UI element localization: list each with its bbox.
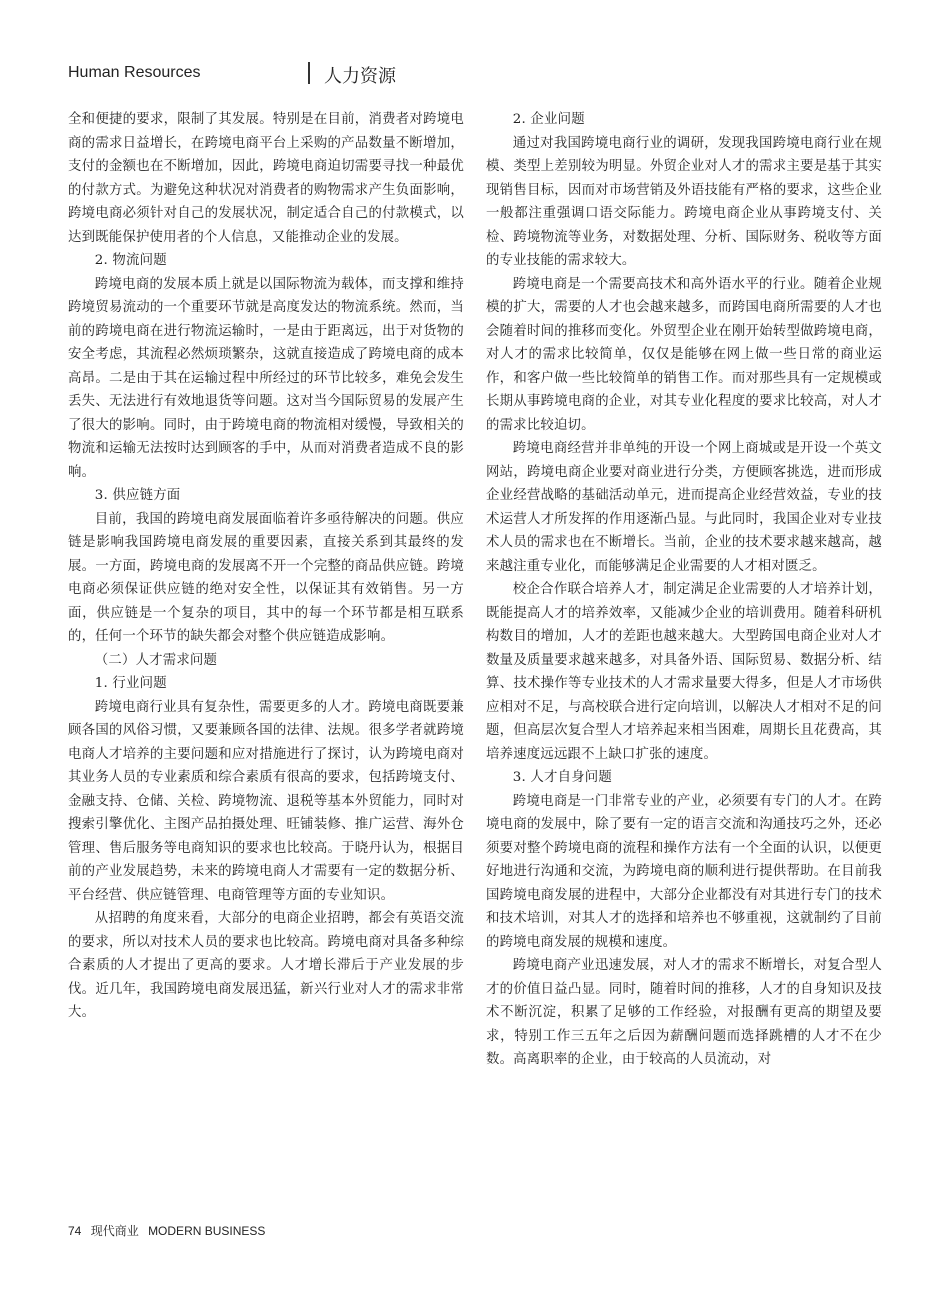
paragraph: 目前，我国的跨境电商发展面临着许多亟待解决的问题。供应链是影响我国跨境电商发展的重要因素，直接关系到其最终的发展。一方面，跨境电商的发展离不开一个完整的商品供应链。跨境电商必须保证供应链的绝对安全性，以保证其有效销售。另一方面，供应链是一个复杂的项目，其中的每一个环节都是相互联系的，任何一个环节的缺失都会对整个供应链造成影响。 [68,511,464,644]
paragraph: 跨境电商的发展本质上就是以国际物流为载体，而支撑和维持跨境贸易流动的一个重要环节就是高度发达的物流系统。然而，当前的跨境电商在进行物流运输时，一是由于距离远，出于对货物的安全考虑，其流程必然烦琐繁杂，这就直接造成了跨境电商的成本高昂。二是由于其在运输过程中所经过的环节比较多，难免会发生丢失、无法进行有效地退货等问题。这对当今国际贸易的发展产生了很大的影响。同时，由于跨境电商的物流相对缓慢，导致相关的物流和运输无法按时达到顾客的手中，从而对消费者造成不良的影响。 [68,276,464,480]
section-title-cn: 人力资源 [324,66,396,87]
paragraph: 跨境电商产业迅速发展，对人才的需求不断增长，对复合型人才的价值日益凸显。同时，随着时间的推移，人才的自身知识及技术不断沉淀，积累了足够的工作经验，对报酬有更高的期望及要求，特别工作三五年之后因为薪酬问题而选择跳槽的人才不在少数。高离职率的企业，由于较高的人员流动，对 [486,958,882,1067]
paragraph: 跨境电商是一个需要高技术和高外语水平的行业。随着企业规模的扩大，需要的人才也会越来越多，而跨国电商所需要的人才也会随着时间的推移而变化。外贸型企业在刚开始转型做跨境电商，对人才的需求比较简单，仅仅是能够在网上做一些日常的商业运作，和客户做一些比较简单的销售工作。而对那些具有一定规模或长期从事跨境电商的企业，对其专业化程度的要求比较高，对人才的需求比较迫切。 [486,276,882,433]
paragraph: 跨境电商经营并非单纯的开设一个网上商城或是开设一个英文网站，跨境电商企业要对商业进行分类，方便顾客挑选，进而形成企业经营战略的基础活动单元，进而提高企业经营效益，专业的技术运营人才所发挥的作用逐渐凸显。与此同时，我国企业对专业技术人员的需求也在不断增长。当前，企业的技术要求越来越高，越来越注重专业化，而能够满足企业需要的人才相对匮乏。 [486,441,882,574]
paragraph: 跨境电商行业具有复杂性，需要更多的人才。跨境电商既要兼顾各国的风俗习惯，又要兼顾各国的法律、法规。很多学者就跨境电商人才培养的主要问题和应对措施进行了探讨，认为跨境电商对其业务人员的专业素质和综合素质有很高的要求，包括跨境支付、金融支持、仓储、关检、跨境物流、退税等基本外贸能力，同时对搜索引擎优化、主图产品拍摄处理、旺铺装修、推广运营、海外仓管理、售后服务等电商知识的要求也比较高。于晓丹认为，根据目前的产业发展趋势，未来的跨境电商人才需要有一定的数据分析、平台经营、供应链管理、电商管理等方面的专业知识。 [68,699,464,903]
header-divider [308,62,310,84]
journal-name-en: MODERN BUSINESS [148,1224,266,1238]
page-footer [68,1222,271,1239]
paragraph: 从招聘的角度来看，大部分的电商企业招聘，都会有英语交流的要求，所以对技术人员的要求也比较高。跨境电商对具备多种综合素质的人才提出了更高的要求。人才增长滞后于产业发展的步伐。近几年，我国跨境电商发展迅猛，新兴行业对人才的需求非常大。 [68,911,464,1020]
paragraph: 全和便捷的要求，限制了其发展。特别是在目前，消费者对跨境电商的需求日益增长，在跨境电商平台上采购的产品数量不断增加，支付的金额也在不断增加，因此，跨境电商迫切需要寻找一种最优的付款方式。为避免这种状况对消费者的购物需求产生负面影响，跨境电商必须针对自己的发展状况，制定适合自己的付款模式，以达到既能保护使用者的个人信息，又能推动企业的发展。 [68,112,464,245]
page-number: 74 [68,1224,82,1238]
subheading: 2. 企业问题 [512,112,585,127]
subheading: 1. 行业问题 [94,676,167,691]
right-column [486,108,882,1072]
section-title-en: Human Resources [68,64,201,81]
paragraph: 跨境电商是一门非常专业的产业，必须要有专门的人才。在跨境电商的发展中，除了要有一定的语言交流和沟通技巧之外，还必须要对整个跨境电商的流程和操作方法有一个全面的认识，以便更好地进行沟通和交流，为跨境电商的顺利进行提供帮助。在目前我国跨境电商发展的进程中，大部分企业都没有对其进行专门的技术和技术培训，对其人才的选择和培养也不够重视，这就制约了目前的跨境电商发展的规模和速度。 [486,793,882,950]
subheading: 3. 人才自身问题 [512,770,612,785]
running-header [68,62,888,92]
journal-name-cn: 现代商业 [90,1224,139,1238]
paragraph: 通过对我国跨境电商行业的调研，发现我国跨境电商行业在规模、类型上差别较为明显。外贸企业对人才的需求主要是基于其实现销售目标，因而对市场营销及外语技能有严格的要求，这些企业一般都注重强调口语交际能力。跨境电商企业从事跨境支付、关检、跨境物流等业务，对数据处理、分析、国际财务、税收等方面的专业技能的需求较大。 [486,135,882,268]
subheading: （二）人才需求问题 [94,652,218,668]
subheading: 2. 物流问题 [94,253,167,268]
paragraph: 校企合作联合培养人才，制定满足企业需要的人才培养计划，既能提高人才的培养效率，又能减少企业的培训费用。随着科研机构数目的增加，人才的差距也越来越大。大型跨国电商企业对人才数量及质量要求越来越多，对具备外语、国际贸易、数据分析、结算、技术操作等专业技术的人才需求量要大得多，但是人才市场供应相对不足，与高校联合进行定向培训，以解决人才相对不足的问题，但高层次复合型人才培养起来相当困难，周期长且花费高，其培养速度远远跟不上缺口扩张的速度。 [486,582,882,762]
subheading: 3. 供应链方面 [94,488,181,503]
left-column [68,108,464,1025]
